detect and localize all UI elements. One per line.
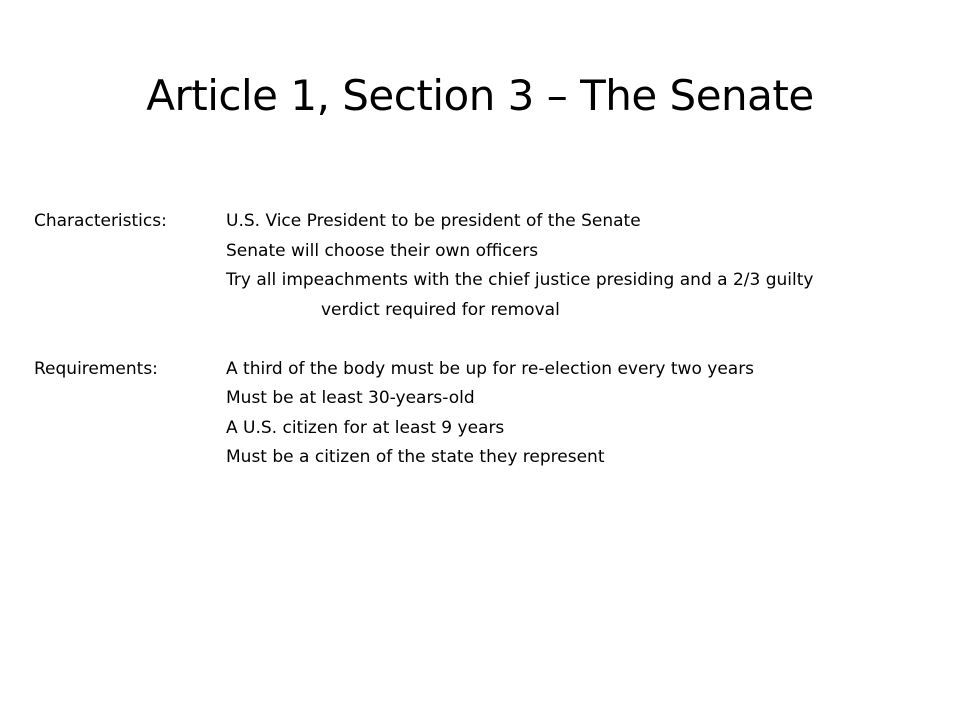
characteristics-label: Characteristics: <box>34 211 167 231</box>
list-item: Must be a citizen of the state they represent <box>226 447 605 467</box>
list-item: U.S. Vice President to be president of the Senate <box>226 211 641 231</box>
characteristics-section <box>34 207 924 325</box>
slide-body <box>34 207 924 473</box>
characteristics-list <box>226 207 924 325</box>
requirements-list <box>226 355 924 473</box>
list-item: Must be at least 30-years-old <box>226 388 475 408</box>
list-item: A third of the body must be up for re-election every two years <box>226 358 755 379</box>
list-item-continuation: verdict required for removal <box>321 299 560 320</box>
list-item: Try all impeachments with the chief justice presiding and a 2/3 guilty <box>226 270 814 290</box>
requirements-section <box>34 355 924 473</box>
list-item: A U.S. citizen for at least 9 years <box>226 417 505 438</box>
list-item: Senate will choose their own officers <box>226 240 539 261</box>
slide-title: Article 1, Section 3 – The Senate <box>146 71 814 120</box>
requirements-label: Requirements: <box>34 358 158 379</box>
